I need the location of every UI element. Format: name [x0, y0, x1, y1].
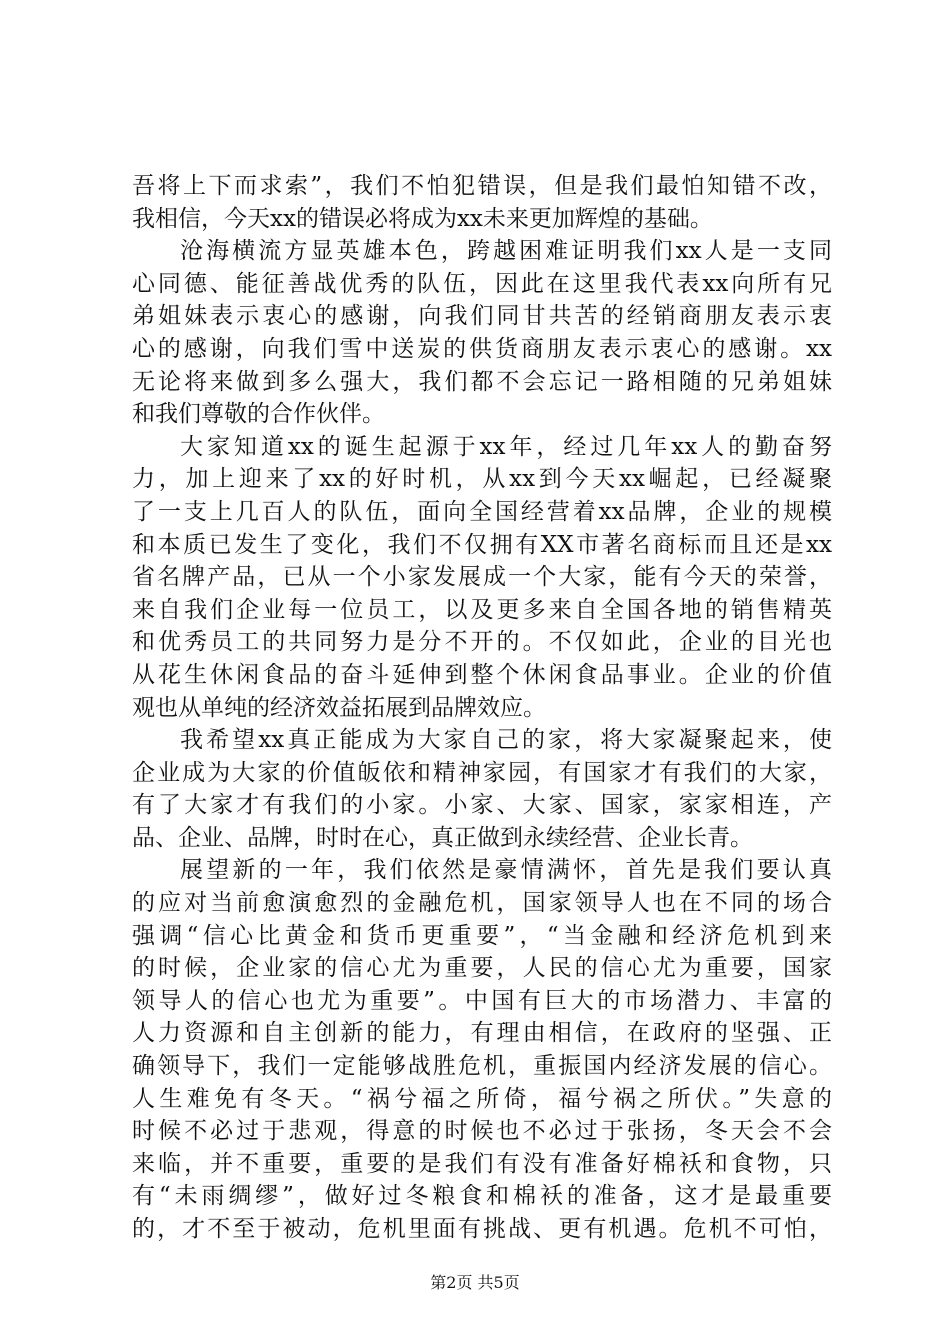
text-line: 省名牌产品，已从一个小家发展成一个大家，能有今天的荣誉，: [132, 564, 832, 591]
text-line: 从花生休闲食品的奋斗延伸到整个休闲食品事业。企业的价值: [132, 661, 832, 688]
text-line: 有了大家才有我们的小家。小家、大家、国家，家家相连，产: [132, 792, 832, 819]
text-line: 人生难免有冬天。“祸兮福之所倚，福兮祸之所伏。”失意的: [132, 1085, 832, 1112]
text-line: 时候不必过于悲观，得意的时候也不必过于张扬，冬天会不会: [132, 1118, 832, 1145]
paragraph-start-line: 大家知道xx的诞生起源于xx年，经过几年xx人的勤奋努: [180, 433, 832, 460]
text-line: 无论将来做到多么强大，我们都不会忘记一路相随的兄弟姐妹: [132, 368, 832, 395]
text-line: 的，才不至于被动，危机里面有挑战、更有机遇。危机不可怕，: [132, 1216, 832, 1242]
text-line: 吾将上下而求索”，我们不怕犯错误，但是我们最怕知错不改，: [132, 173, 832, 199]
paragraph-start-line: 沧海横流方显英雄本色，跨越困难证明我们xx人是一支同: [180, 238, 832, 265]
text-line: 了一支上几百人的队伍，面向全国经营着xx品牌，企业的规模: [132, 498, 832, 525]
text-line: 的时候，企业家的信心尤为重要，人民的信心尤为重要，国家: [132, 955, 832, 982]
paragraph-start-line: 我希望xx真正能成为大家自己的家，将大家凝聚起来，使: [180, 727, 832, 754]
page-number-footer: 第2页 共5页: [430, 1273, 520, 1292]
text-line: 我相信，今天xx的错误必将成为xx未来更加辉煌的基础。: [132, 205, 713, 232]
text-line: 企业成为大家的价值皈依和精神家园，有国家才有我们的大家，: [132, 759, 832, 786]
text-line: 弟姐妹表示衷心的感谢，向我们同甘共苦的经销商朋友表示衷: [132, 303, 832, 330]
text-line: 确领导下，我们一定能够战胜危机，重振国内经济发展的信心。: [132, 1053, 832, 1080]
paragraph-start-line: 展望新的一年，我们依然是豪情满怀，首先是我们要认真: [180, 857, 832, 884]
text-line: 强调“信心比黄金和货币更重要”，“当金融和经济危机到来: [132, 922, 832, 949]
text-line: 和优秀员工的共同努力是分不开的。不仅如此，企业的目光也: [132, 629, 832, 656]
text-line: 来自我们企业每一位员工，以及更多来自全国各地的销售精英: [132, 596, 832, 623]
text-line: 心同德、能征善战优秀的队伍，因此在这里我代表xx向所有兄: [132, 270, 832, 297]
text-line: 观也从单纯的经济效益拓展到品牌效应。: [132, 694, 546, 721]
text-line: 和本质已发生了变化，我们不仅拥有XX市著名商标而且还是xx: [132, 531, 832, 558]
text-line: 有“未雨绸缪”，做好过冬粮食和棉袄的准备，这才是最重要: [132, 1183, 832, 1210]
text-line: 人力资源和自主创新的能力，有理由相信，在政府的坚强、正: [132, 1020, 832, 1047]
text-line: 来临，并不重要，重要的是我们有没有准备好棉袄和食物，只: [132, 1150, 832, 1177]
text-line: 心的感谢，向我们雪中送炭的供货商朋友表示衷心的感谢。xx: [132, 335, 832, 362]
body-text: [132, 170, 832, 1246]
text-line: 的应对当前愈演愈烈的金融危机，国家领导人也在不同的场合: [132, 890, 832, 917]
text-line: 领导人的信心也尤为重要”。中国有巨大的市场潜力、丰富的: [132, 987, 832, 1014]
text-line: 力，加上迎来了xx的好时机，从xx到今天xx崛起，已经凝聚: [132, 466, 832, 493]
text-line: 品、企业、品牌，时时在心，真正做到永续经营、企业长青。: [132, 824, 753, 851]
text-line: 和我们尊敬的合作伙伴。: [132, 401, 385, 428]
